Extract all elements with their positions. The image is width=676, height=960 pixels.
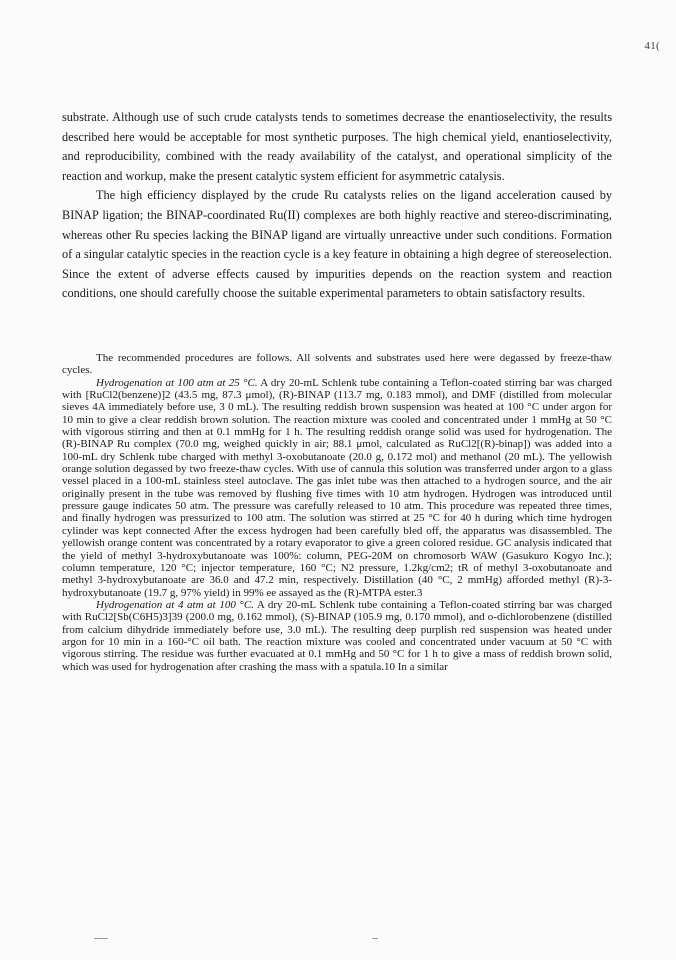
paragraph-crude-catalysts: substrate. Although use of such crude catalysts tends to sometimes decrease the enantioselectivity, the results described here would be acceptable for most synthetic purposes. The high chemical yield, enantioselectivity, and reproducibility, combined with the ready availability of the catalyst, and operational simplicity of the reaction and workup, make the present catalytic system efficient for asymmetric catalysis. (62, 110, 612, 183)
paragraph-ligand-acceleration: The high efficiency displayed by the crude Ru catalysts relies on the ligand acceleration caused by BINAP ligation; the BINAP-coordinated Ru(II) complexes are both highly reactive and stereo-discriminating, whereas other Ru species lacking the BINAP ligand are virtually unreactive under such conditions. Formation of a singular catalytic species in the reaction cycle is a key feature in obtaining a high degree of stereoselection. Since the extent of adverse effects caused by impurities depends on the reaction system and reaction conditions, one should carefully choose the suitable experimental parameters to obtain satisfactory results. (62, 188, 612, 301)
experimental-section (62, 352, 612, 673)
scan-mark (372, 938, 378, 939)
experimental-intro: The recommended procedures are follows. All solvents and substrates used here were degassed by freeze-thaw cycles. (62, 352, 612, 377)
procedure-heading: Hydrogenation at 4 atm at 100 °C. (96, 598, 254, 611)
scan-mark (94, 938, 108, 939)
discussion-section (62, 108, 612, 304)
page-number: 41( (644, 40, 660, 52)
procedure-100-atm (62, 377, 612, 599)
procedure-text: A dry 20-mL Schlenk tube containing a Teflon-coated stirring bar was charged with [RuCl2(benzene)]2 (43.5 mg, 87.3 μmol), (R)-BINAP (113.7 mg, 0.183 mmol), and DMF (distilled from molecular sieves 4A immediately before use, 3 0 mL). The resulting reddish brown suspension was heated at 100 °C under argon for 10 min to give a clear reddish brown solution. The reaction mixture was cooled and concentrated under 1 mmHg at 50 °C with vigorous stirring and then at 0.1 mmHg for 1 h. The resulting reddish orange solid was used for hydrogenation. The (R)-BINAP Ru complex (70.0 mg, weighed quickly in air; 88.1 μmol, calculated as RuCl2[(R)-binap]) was added into a 100-mL dry Schlenk tube charged with methyl 3-oxobutanoate (20.0 g, 0.172 mol) and methanol (20 mL). The yellowish orange solution degassed by two freeze-thaw cycles. With use of cannula this solution was transferred under argon to a glass vessel placed in a 100-mL stainless steel autoclave. The gas inlet tube was then attached to a hydrogen source, and the air originally present in the tube was removed by flushing five times with 10 atm hydrogen. Hydrogen was introduced until pressure gauge indicates 50 atm. The pressure was carefully released to 10 atm. This procedure was repeated three times, and finally hydrogen was pressurized to 100 atm. The solution was stirred at 25 °C for 40 h during which time hydrogen cylinder was kept connected After the excess hydrogen had been carefully bled off, the apparatus was disassembled. The yellowish orange content was concentrated by a rotary evaporator to give a green colored residue. GC analysis indicated that the yield of methyl 3-hydroxybutanoate was 100%: column, PEG-20M on chromosorb WAW (Gasukuro Kogyo Inc.); column temperature, 120 °C; injector temperature, 160 °C; N2 pressure, 1.2kg/cm2; tR of methyl 3-oxobutanoate and methyl 3-hydroxybutanoate are 36.0 and 47.2 min, respectively. Distillation (40 °C, 2 mmHg) afforded methyl (R)-3-hydroxybutanoate (19.7 g, 97% yield) in 99% ee assayed as the (R)-MTPA ester.3 (62, 376, 613, 599)
procedure-4-atm (62, 599, 612, 673)
procedure-text: A dry 20-mL Schlenk tube containing a Teflon-coated stirring bar was charged with RuCl2[Sb(C6H5)3]39 (200.0 mg, 0.162 mmol), (S)-BINAP (105.9 mg, 0.170 mmol), and o-dichlorobenzene (distilled from calcium dihydride immediately before use, 3.0 mL). The resulting deep purplish red suspension was heated under argon for 10 min in a 160-°C oil bath. The reaction mixture was cooled and concentrated under vacuum at 50 °C with vigorous stirring. The residue was further evacuated at 0.1 mmHg and 50 °C for 1 h to give a mass of reddish brown solid, which was used for hydrogenation after crashing the mass with a spatula.10 In a similar (62, 598, 612, 673)
procedure-heading: Hydrogenation at 100 atm at 25 °C. (96, 376, 258, 389)
